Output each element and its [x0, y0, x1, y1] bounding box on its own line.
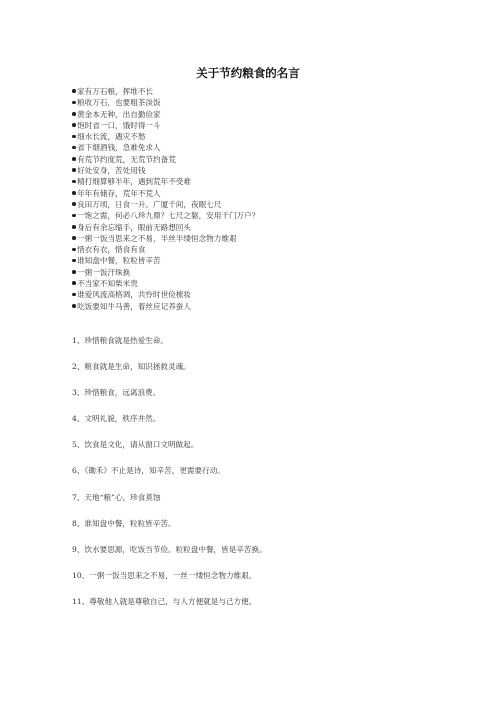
- bullet-dot-icon: [72, 270, 76, 274]
- bullet-dot-icon: [72, 135, 76, 139]
- bullet-dot-icon: [72, 225, 76, 229]
- bullet-dot-icon: [72, 281, 76, 285]
- bullet-text: 惜衣有衣，惜食有食: [77, 245, 146, 255]
- bullet-item: [72, 176, 259, 187]
- bullet-text: 有荒节约度荒，无荒节约备荒: [77, 154, 176, 164]
- bullet-dot-icon: [72, 168, 76, 172]
- bullet-item: [72, 131, 259, 142]
- bullet-dot-icon: [72, 146, 76, 150]
- bullet-dot-icon: [72, 248, 76, 252]
- bullet-item: [72, 255, 259, 266]
- bullet-text: 吃饭要知牛马善，着丝应记养蚕人: [77, 301, 191, 311]
- bullet-text: 省下烟酒钱，急难免求人: [77, 143, 161, 153]
- numbered-list: [72, 328, 267, 615]
- bullet-item: [72, 154, 259, 165]
- bullet-text: 良田万顷，日食一升。广厦千间，夜眠七尺: [77, 199, 222, 209]
- bullet-text: 一饱之需，何必八珍九鼎？七尺之躯，安用千门万户？: [77, 211, 260, 221]
- numbered-item: 9、饮水要思源，吃饭当节俭。粒粒盘中餐，皆是辛苦换。: [72, 544, 267, 554]
- bullet-text: 谁爱风流高格调，共怜时世俭梳妆: [77, 290, 191, 300]
- bullet-dot-icon: [72, 89, 76, 93]
- bullet-dot-icon: [72, 157, 76, 161]
- bullet-dot-icon: [72, 214, 76, 218]
- bullet-text: 谁知盘中餐，粒粒皆辛苦: [77, 256, 161, 266]
- bullet-dot-icon: [72, 180, 76, 184]
- bullet-text: 粮收万石，也要粗茶淡饭: [77, 98, 161, 108]
- bullet-dot-icon: [72, 202, 76, 206]
- bullet-item: [72, 301, 259, 312]
- bullet-item: [72, 86, 259, 97]
- bullet-text: 一粥一饭汗珠换: [77, 267, 131, 277]
- bullet-dot-icon: [72, 259, 76, 263]
- bullet-dot-icon: [72, 123, 76, 127]
- bullet-item: [72, 267, 259, 278]
- bullet-item: [72, 233, 259, 244]
- numbered-item: 5、饮食是文化，请从窗口文明做起。: [72, 440, 199, 450]
- numbered-item: 7、天地“粮”心，珍食莫蚀: [72, 492, 161, 502]
- numbered-item: 4、文明礼貌，秩序井然。: [72, 414, 161, 424]
- bullet-item: [72, 222, 259, 233]
- bullet-item: [72, 97, 259, 108]
- bullet-item: [72, 142, 259, 153]
- bullet-text: 家有万石粮，挥堆不长: [77, 87, 154, 96]
- bullet-dot-icon: [72, 101, 76, 105]
- numbered-item: 3、珍惜粮食，远离浪费。: [72, 388, 161, 398]
- bullet-text: 不当家不知柴米贵: [77, 279, 138, 289]
- bullet-item: [72, 165, 259, 176]
- bullet-item: [72, 244, 259, 255]
- numbered-item: 6、《锄禾》不止是诗，知辛苦，更需要行动。: [72, 466, 225, 476]
- numbered-item: 10、一粥一饭当思来之不易，一丝一缕恒念物力维艰。: [72, 570, 257, 580]
- bullet-text: 精打细算够半年，遇到荒年不受难: [77, 177, 191, 187]
- bullet-text: 一粥一饭当思来之不易，半丝半缕恒念物力维艰: [77, 233, 237, 243]
- bullet-item: [72, 289, 259, 300]
- bullet-text: 好处安身，苦处用钱: [77, 166, 146, 176]
- numbered-item: 8、谁知盘中餐，粒粒皆辛苦。: [72, 518, 176, 528]
- bullet-dot-icon: [72, 304, 76, 308]
- bullet-dot-icon: [72, 191, 76, 195]
- bullet-list: [72, 86, 259, 312]
- bullet-item: [72, 109, 259, 120]
- bullet-item: [72, 278, 259, 289]
- numbered-item: 11、尊敬他人就是尊敬自己，与人方便就是与己方便。: [72, 596, 257, 606]
- bullet-dot-icon: [72, 112, 76, 116]
- bullet-item: [72, 210, 259, 221]
- bullet-dot-icon: [72, 293, 76, 297]
- bullet-text: 黄金本无种，出自勤俭家: [77, 109, 161, 119]
- numbered-item: 2、粮食就是生命，知识拯救灵魂。: [72, 362, 191, 372]
- bullet-item: [72, 199, 259, 210]
- bullet-text: 饱时省一口，饿时得一斗: [77, 120, 161, 130]
- bullet-dot-icon: [72, 236, 76, 240]
- page-title: 关于节约粮食的名言: [196, 66, 300, 80]
- bullet-item: [72, 120, 259, 131]
- numbered-item: 1、珍惜粮食就是热爱生命。: [72, 336, 168, 345]
- bullet-text: 身后有余忘缩手，眼前无路想回头: [77, 222, 191, 232]
- bullet-text: 年年有储存，荒年不荒人: [77, 188, 161, 198]
- bullet-item: [72, 188, 259, 199]
- bullet-text: 细水长流，遇灾不愁: [77, 132, 146, 142]
